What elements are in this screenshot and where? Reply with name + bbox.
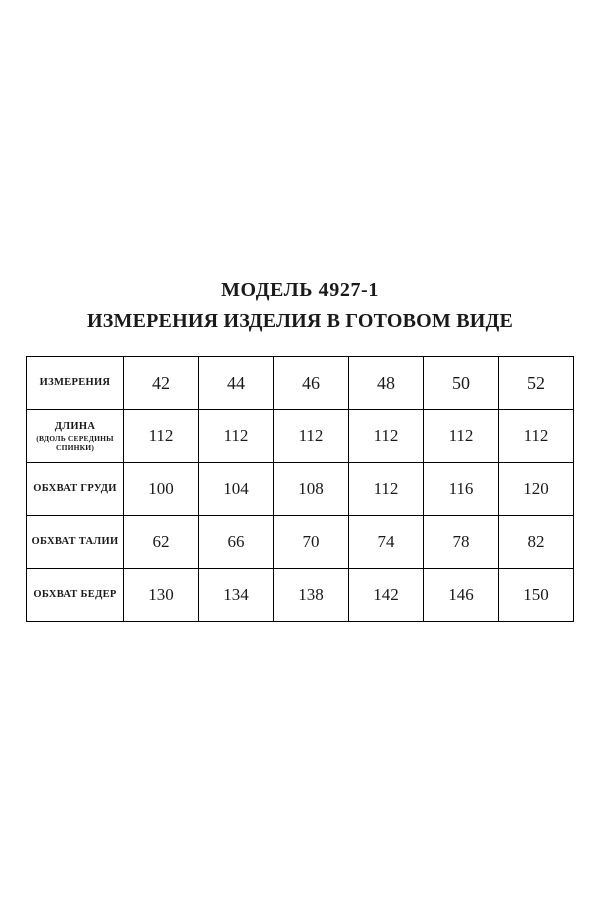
table-row — [27, 463, 574, 516]
measurements-subtitle: ИЗМЕРЕНИЯ ИЗДЕЛИЯ В ГОТОВОМ ВИДЕ — [87, 310, 513, 332]
table-cell: 120 — [499, 463, 574, 516]
table-cell: 112 — [424, 410, 499, 463]
table-row — [27, 569, 574, 622]
table-cell: 130 — [124, 569, 199, 622]
size-header-cell: 48 — [349, 357, 424, 410]
table-cell: 112 — [124, 410, 199, 463]
size-header-cell: 46 — [274, 357, 349, 410]
table-cell: 66 — [199, 516, 274, 569]
table-cell: 74 — [349, 516, 424, 569]
table-cell: 70 — [274, 516, 349, 569]
size-chart-table — [26, 356, 574, 622]
table-row — [27, 516, 574, 569]
table-cell: 150 — [499, 569, 574, 622]
table-cell: 146 — [424, 569, 499, 622]
table-cell: 100 — [124, 463, 199, 516]
table-cell: 138 — [274, 569, 349, 622]
table-cell: 134 — [199, 569, 274, 622]
table-cell: 78 — [424, 516, 499, 569]
row-label-chest: ОБХВАТ ГРУДИ — [27, 463, 124, 516]
document-content — [18, 278, 582, 622]
table-cell: 62 — [124, 516, 199, 569]
table-cell: 112 — [274, 410, 349, 463]
table-cell: 112 — [499, 410, 574, 463]
model-title: МОДЕЛЬ 4927-1 — [221, 279, 379, 301]
table-cell: 112 — [349, 463, 424, 516]
table-header-row — [27, 357, 574, 410]
row-label-length — [27, 410, 124, 463]
table-row — [27, 410, 574, 463]
table-cell: 142 — [349, 569, 424, 622]
table-cell: 108 — [274, 463, 349, 516]
table-cell: 104 — [199, 463, 274, 516]
size-header-cell: 44 — [199, 357, 274, 410]
table-cell: 112 — [349, 410, 424, 463]
table-cell: 112 — [199, 410, 274, 463]
title-block — [18, 278, 582, 334]
table-cell: 116 — [424, 463, 499, 516]
row-label-text: ДЛИНА — [54, 420, 96, 432]
table-cell: 82 — [499, 516, 574, 569]
table-corner-label: ИЗМЕРЕНИЯ — [27, 357, 124, 410]
row-label-sub: (ВДОЛЬ СЕРЕДИНЫ СПИНКИ) — [36, 434, 114, 453]
size-header-cell: 42 — [124, 357, 199, 410]
row-label-hips: ОБХВАТ БЕДЕР — [27, 569, 124, 622]
size-header-cell: 50 — [424, 357, 499, 410]
row-label-waist: ОБХВАТ ТАЛИИ — [27, 516, 124, 569]
size-header-cell: 52 — [499, 357, 574, 410]
